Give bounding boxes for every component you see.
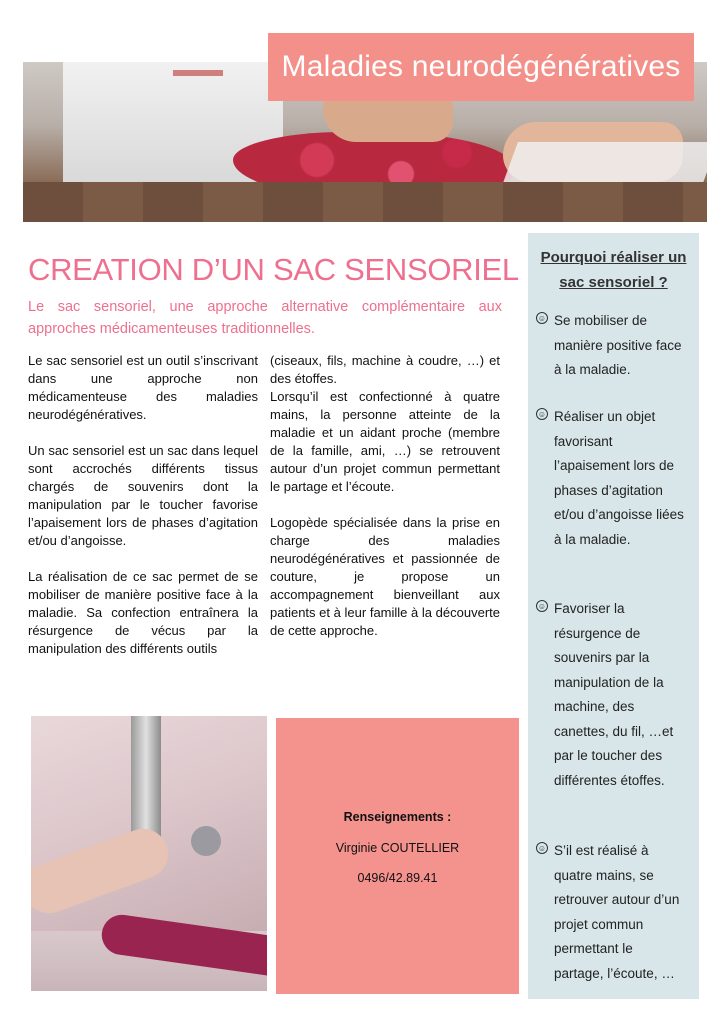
sidebar-point-text: Se mobiliser de manière positive face à la maladie. — [554, 313, 682, 377]
sidebar-title: Pourquoi réaliser un sac sensoriel ? — [540, 249, 687, 291]
wooden-table-shape — [23, 182, 707, 222]
bullet-icon: ☺ — [537, 844, 547, 853]
screw-shape — [191, 826, 221, 856]
sidebar — [528, 233, 699, 999]
sidebar-point — [537, 597, 684, 793]
paragraph: Logopède spécialisée dans la prise en charge des maladies neurodégénératives et passionnée de couture, je propose un accompagnement bienveillant aux patients et à leur famille à la découverte de cette approche. — [270, 515, 500, 638]
page-subtitle: Le sac sensoriel, une approche alternative complémentaire aux approches médicamenteuses traditionnelles. — [28, 299, 502, 337]
text-column-right — [270, 352, 500, 640]
paragraph: La réalisation de ce sac permet de se mobiliser de manière positive face à la maladie. Sa confection entraînera la résurgence de vécus par la manipulation des différents outils — [28, 569, 258, 656]
bullet-icon: ☺ — [537, 314, 547, 323]
contact-box — [276, 718, 519, 994]
contact-phone: 0496/42.89.41 — [357, 871, 438, 885]
sidebar-point — [537, 309, 684, 383]
page-title: CREATION D’UN SAC SENSORIEL — [28, 252, 519, 287]
paragraph: Le sac sensoriel est un outil s’inscrivant dans une approche non médicamenteuse des maladies neurodégénératives. — [28, 353, 258, 422]
title-banner — [268, 33, 694, 101]
sewing-machine-photo — [31, 716, 267, 991]
contact-label: Renseignements : — [343, 810, 452, 824]
paragraph: Un sac sensoriel est un sac dans lequel sont accrochés différents tissus chargés de souvenirs dont la manipulation par le toucher favorise l’apaisement lors de phases d’agitation et/ou d’angoisse. — [28, 443, 258, 548]
paragraph: Lorsqu’il est confectionné à quatre mains, la personne atteinte de la maladie et un aidant proche (membre de la famille, ami, …) se retrouvent autour d’un projet commun permettant le partage et l’écoute. — [270, 389, 500, 494]
contact-name: Virginie COUTELLIER — [335, 841, 460, 855]
bullet-icon: ☺ — [537, 602, 547, 611]
paragraph: (ciseaux, fils, machine à coudre, …) et des étoffes. — [270, 353, 500, 386]
sidebar-point-text: S’il est réalisé à quatre mains, se retrouver autour d’un projet commun permettant le partage, l’écoute, … — [554, 843, 680, 981]
banner-title: Maladies neurodégénératives — [281, 50, 681, 83]
machine-brand-mark — [173, 70, 223, 76]
text-column-left — [28, 352, 258, 658]
sidebar-point — [537, 839, 684, 986]
sidebar-point — [537, 405, 684, 552]
sidebar-point-text: Réaliser un objet favorisant l’apaisement lors de phases d’agitation et/ou d’angoisse liées à la maladie. — [554, 409, 684, 547]
finger-shape — [31, 822, 175, 920]
sidebar-point-text: Favoriser la résurgence de souvenirs par la manipulation de la machine, des canettes, du fil, …et par le toucher des différentes étoffes. — [554, 601, 674, 788]
bullet-icon: ☺ — [537, 410, 547, 419]
